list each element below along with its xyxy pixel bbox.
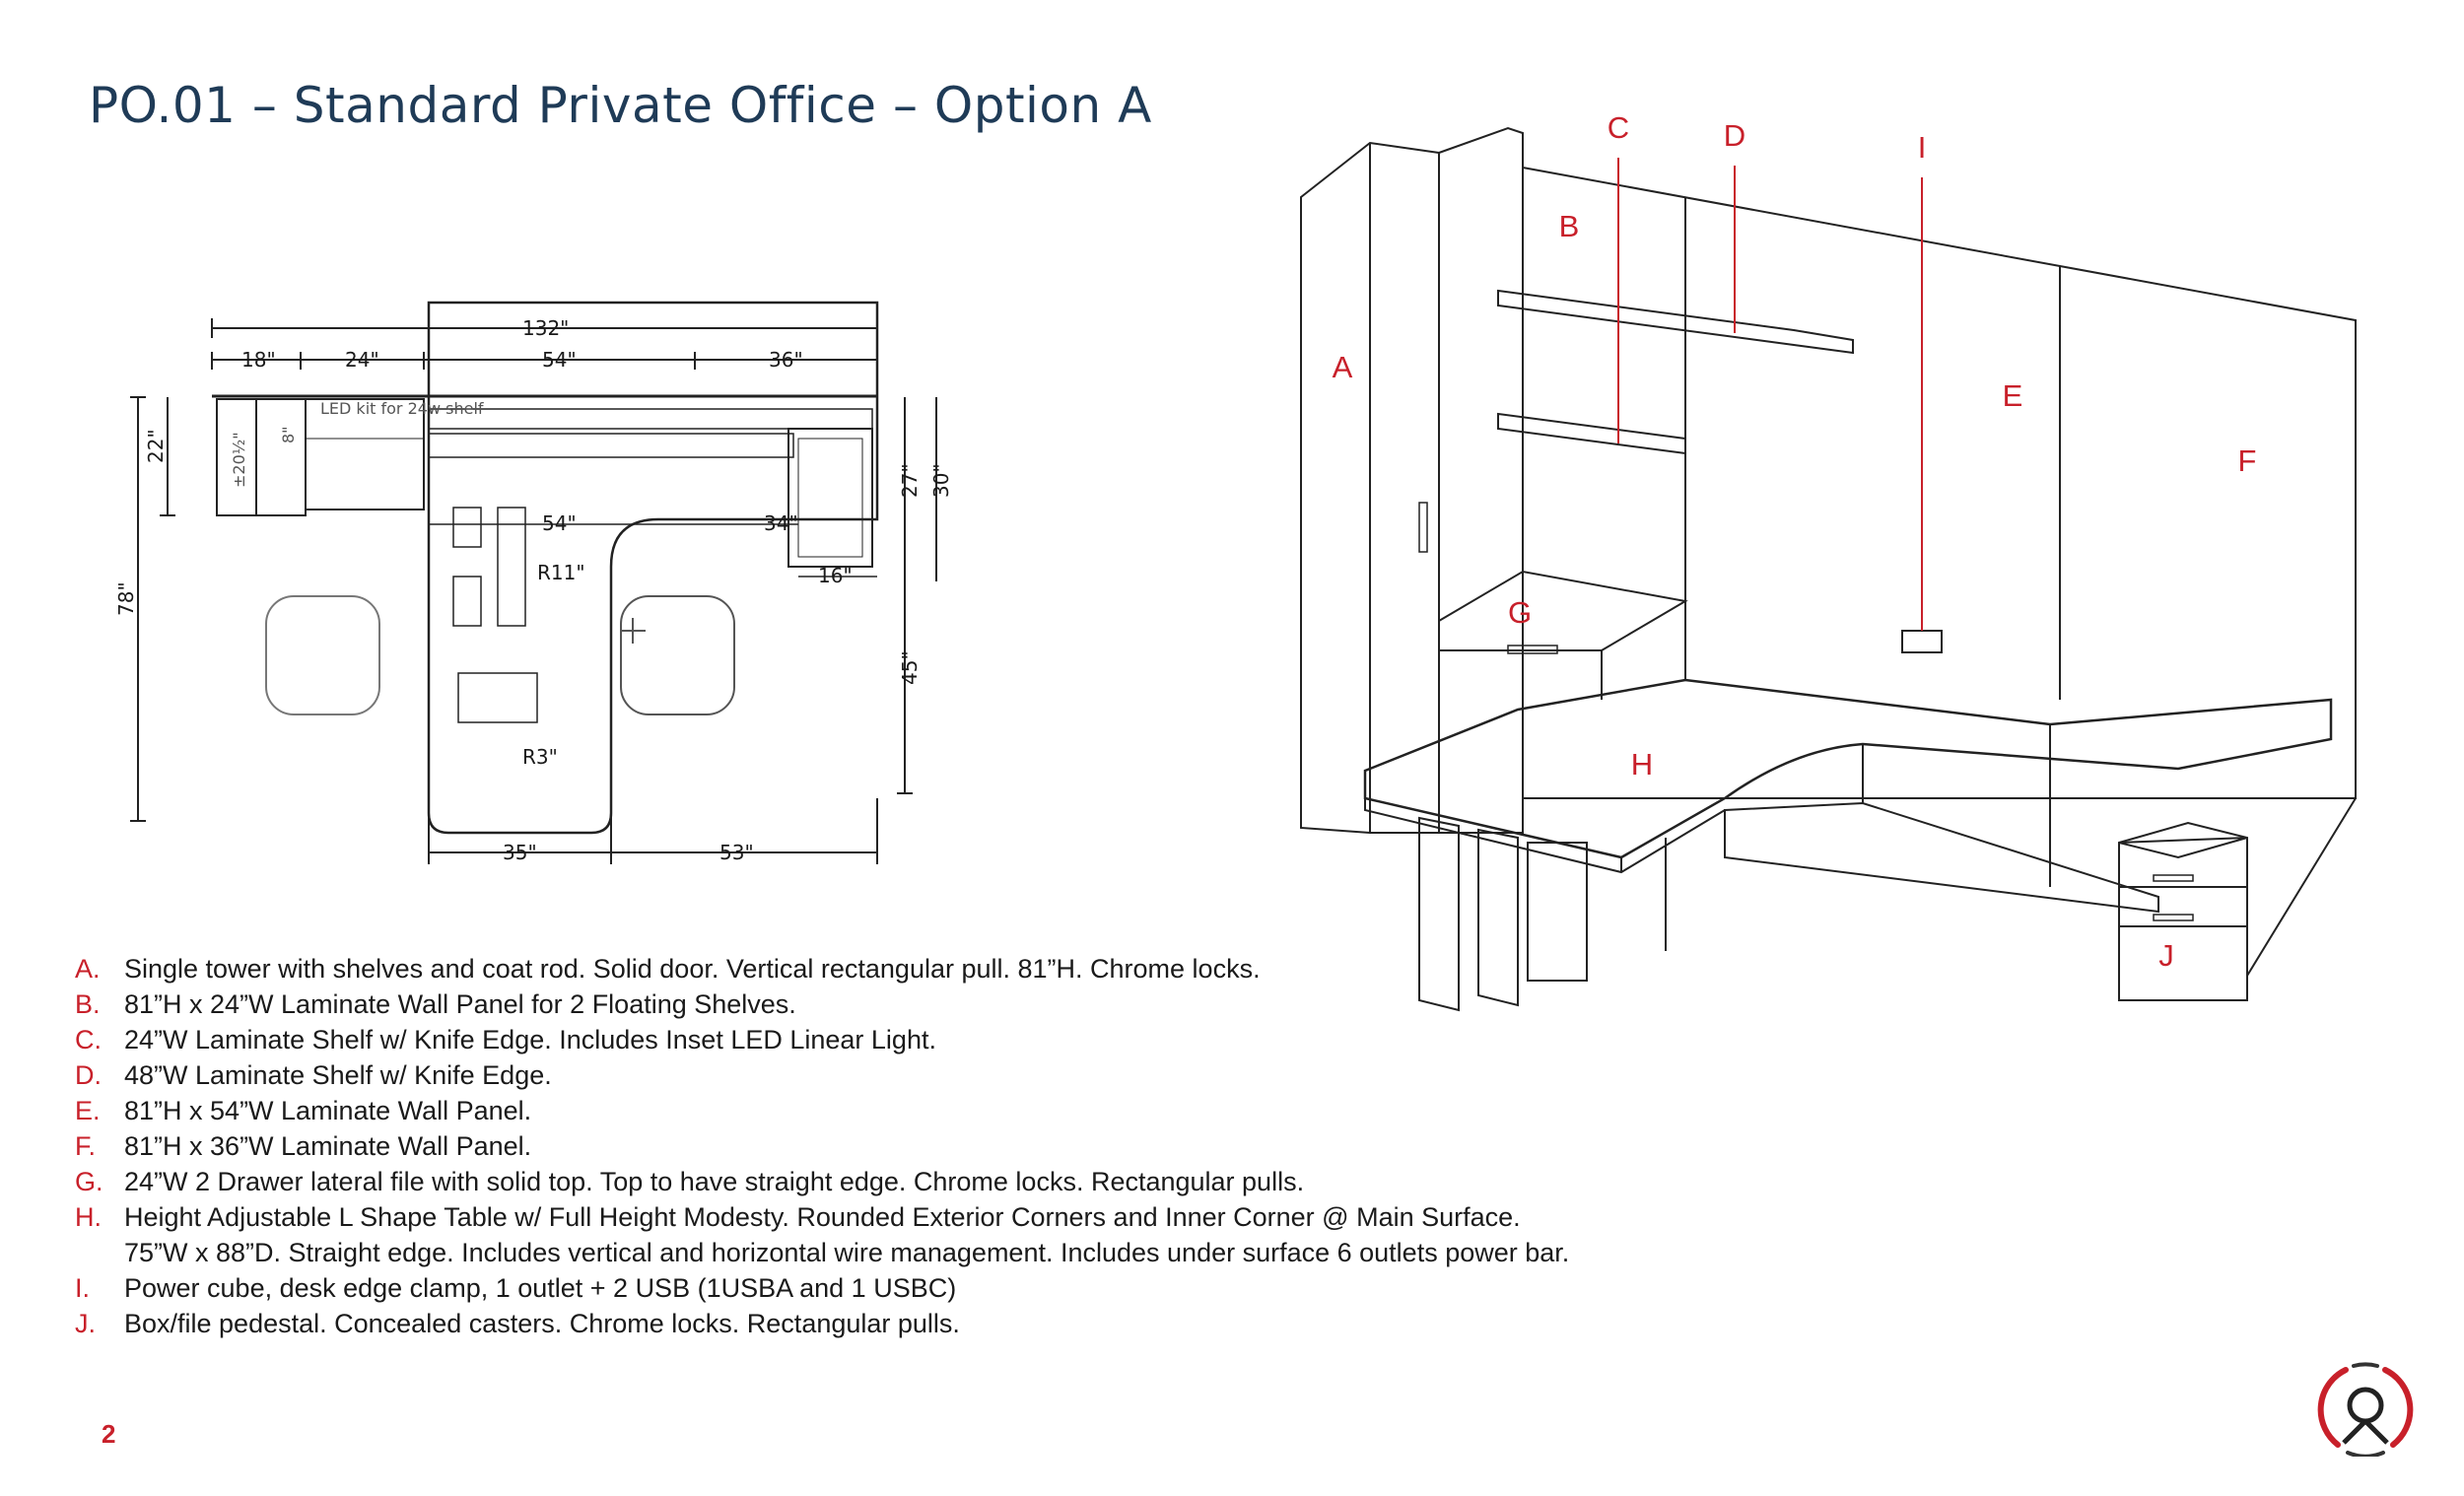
spec-letter: B. — [75, 989, 101, 1019]
brand-logo-icon — [2316, 1358, 2415, 1457]
page-title: PO.01 – Standard Private Office – Option A — [89, 77, 1152, 134]
spec-list — [75, 951, 1573, 1341]
callout-h: H — [1630, 747, 1654, 782]
dim-27: 27" — [898, 463, 922, 498]
callout-c: C — [1607, 110, 1630, 145]
callout-i: I — [1917, 130, 1927, 165]
spec-item-j — [75, 1306, 1573, 1341]
dim-30: 30" — [929, 463, 953, 498]
spec-letter: E. — [75, 1096, 101, 1125]
spec-text: Single tower with shelves and coat rod. Solid door. Vertical rectangular pull. 81”H. Chrome locks. — [124, 954, 1261, 984]
spec-item-a — [75, 951, 1573, 986]
callout-d: D — [1723, 118, 1746, 153]
spec-letter: I. — [75, 1273, 91, 1303]
dim-r3: R3" — [522, 745, 558, 769]
dim-54-desk: 54" — [542, 511, 577, 535]
spec-letter: A. — [75, 954, 101, 984]
spec-text: 81”H x 54”W Laminate Wall Panel. — [124, 1096, 532, 1125]
dim-18: 18" — [241, 348, 276, 372]
dim-54-top: 54" — [542, 348, 577, 372]
spec-item-b — [75, 986, 1573, 1022]
spec-text: 24”W 2 Drawer lateral file with solid top. Top to have straight edge. Chrome locks. Rectangular pulls. — [124, 1167, 1305, 1196]
callout-g: G — [1507, 595, 1533, 630]
spec-text: Height Adjustable L Shape Table w/ Full Height Modesty. Rounded Exterior Corners and Inner Corner @ Main Surface. 75”W x 88”D. Straight edge. Includes vertical and horizontal wire management. Includes under surface 6 outlets power bar. — [124, 1202, 1570, 1267]
led-kit-note: LED kit for 24w shelf — [320, 399, 484, 418]
dim-45: 45" — [898, 650, 922, 685]
dim-16: 16" — [818, 564, 853, 587]
dim-22: 22" — [144, 429, 168, 463]
spec-item-d — [75, 1057, 1573, 1093]
spec-text: 24”W Laminate Shelf w/ Knife Edge. Includes Inset LED Linear Light. — [124, 1025, 936, 1054]
callout-f: F — [2237, 443, 2257, 478]
spec-text: Power cube, desk edge clamp, 1 outlet + 2 USB (1USBA and 1 USBC) — [124, 1273, 957, 1303]
spec-letter: D. — [75, 1060, 102, 1090]
spec-item-h — [75, 1199, 1573, 1270]
spec-text: Box/file pedestal. Concealed casters. Chrome locks. Rectangular pulls. — [124, 1309, 960, 1338]
spec-item-f — [75, 1128, 1573, 1164]
dim-r11: R11" — [537, 561, 585, 584]
dim-8: 8" — [279, 426, 298, 443]
spec-text: 81”H x 24”W Laminate Wall Panel for 2 Floating Shelves. — [124, 989, 796, 1019]
dim-36: 36" — [769, 348, 803, 372]
spec-item-c — [75, 1022, 1573, 1057]
spec-text: 48”W Laminate Shelf w/ Knife Edge. — [124, 1060, 552, 1090]
dim-24: 24" — [345, 348, 379, 372]
page-number: 2 — [102, 1419, 116, 1449]
dim-35: 35" — [503, 841, 537, 864]
dim-53: 53" — [719, 841, 754, 864]
spec-text: 81”H x 36”W Laminate Wall Panel. — [124, 1131, 532, 1161]
spec-letter: G. — [75, 1167, 103, 1196]
spec-letter: C. — [75, 1025, 102, 1054]
callout-j: J — [2158, 938, 2174, 973]
isometric-office-drawing — [1271, 108, 2385, 1015]
dim-overall-width: 132" — [522, 316, 570, 340]
floor-plan-drawing — [108, 301, 976, 892]
callout-e: E — [2002, 378, 2023, 413]
spec-item-g — [75, 1164, 1573, 1199]
spec-letter: H. — [75, 1202, 102, 1232]
spec-item-e — [75, 1093, 1573, 1128]
dim-34: 34" — [764, 511, 798, 535]
spec-letter: J. — [75, 1309, 97, 1338]
callout-b: B — [1558, 209, 1580, 243]
spec-item-i — [75, 1270, 1573, 1306]
callout-a: A — [1332, 350, 1353, 384]
dim-20-5: ±20½" — [230, 432, 248, 488]
dim-78: 78" — [114, 581, 138, 616]
spec-letter: F. — [75, 1131, 97, 1161]
